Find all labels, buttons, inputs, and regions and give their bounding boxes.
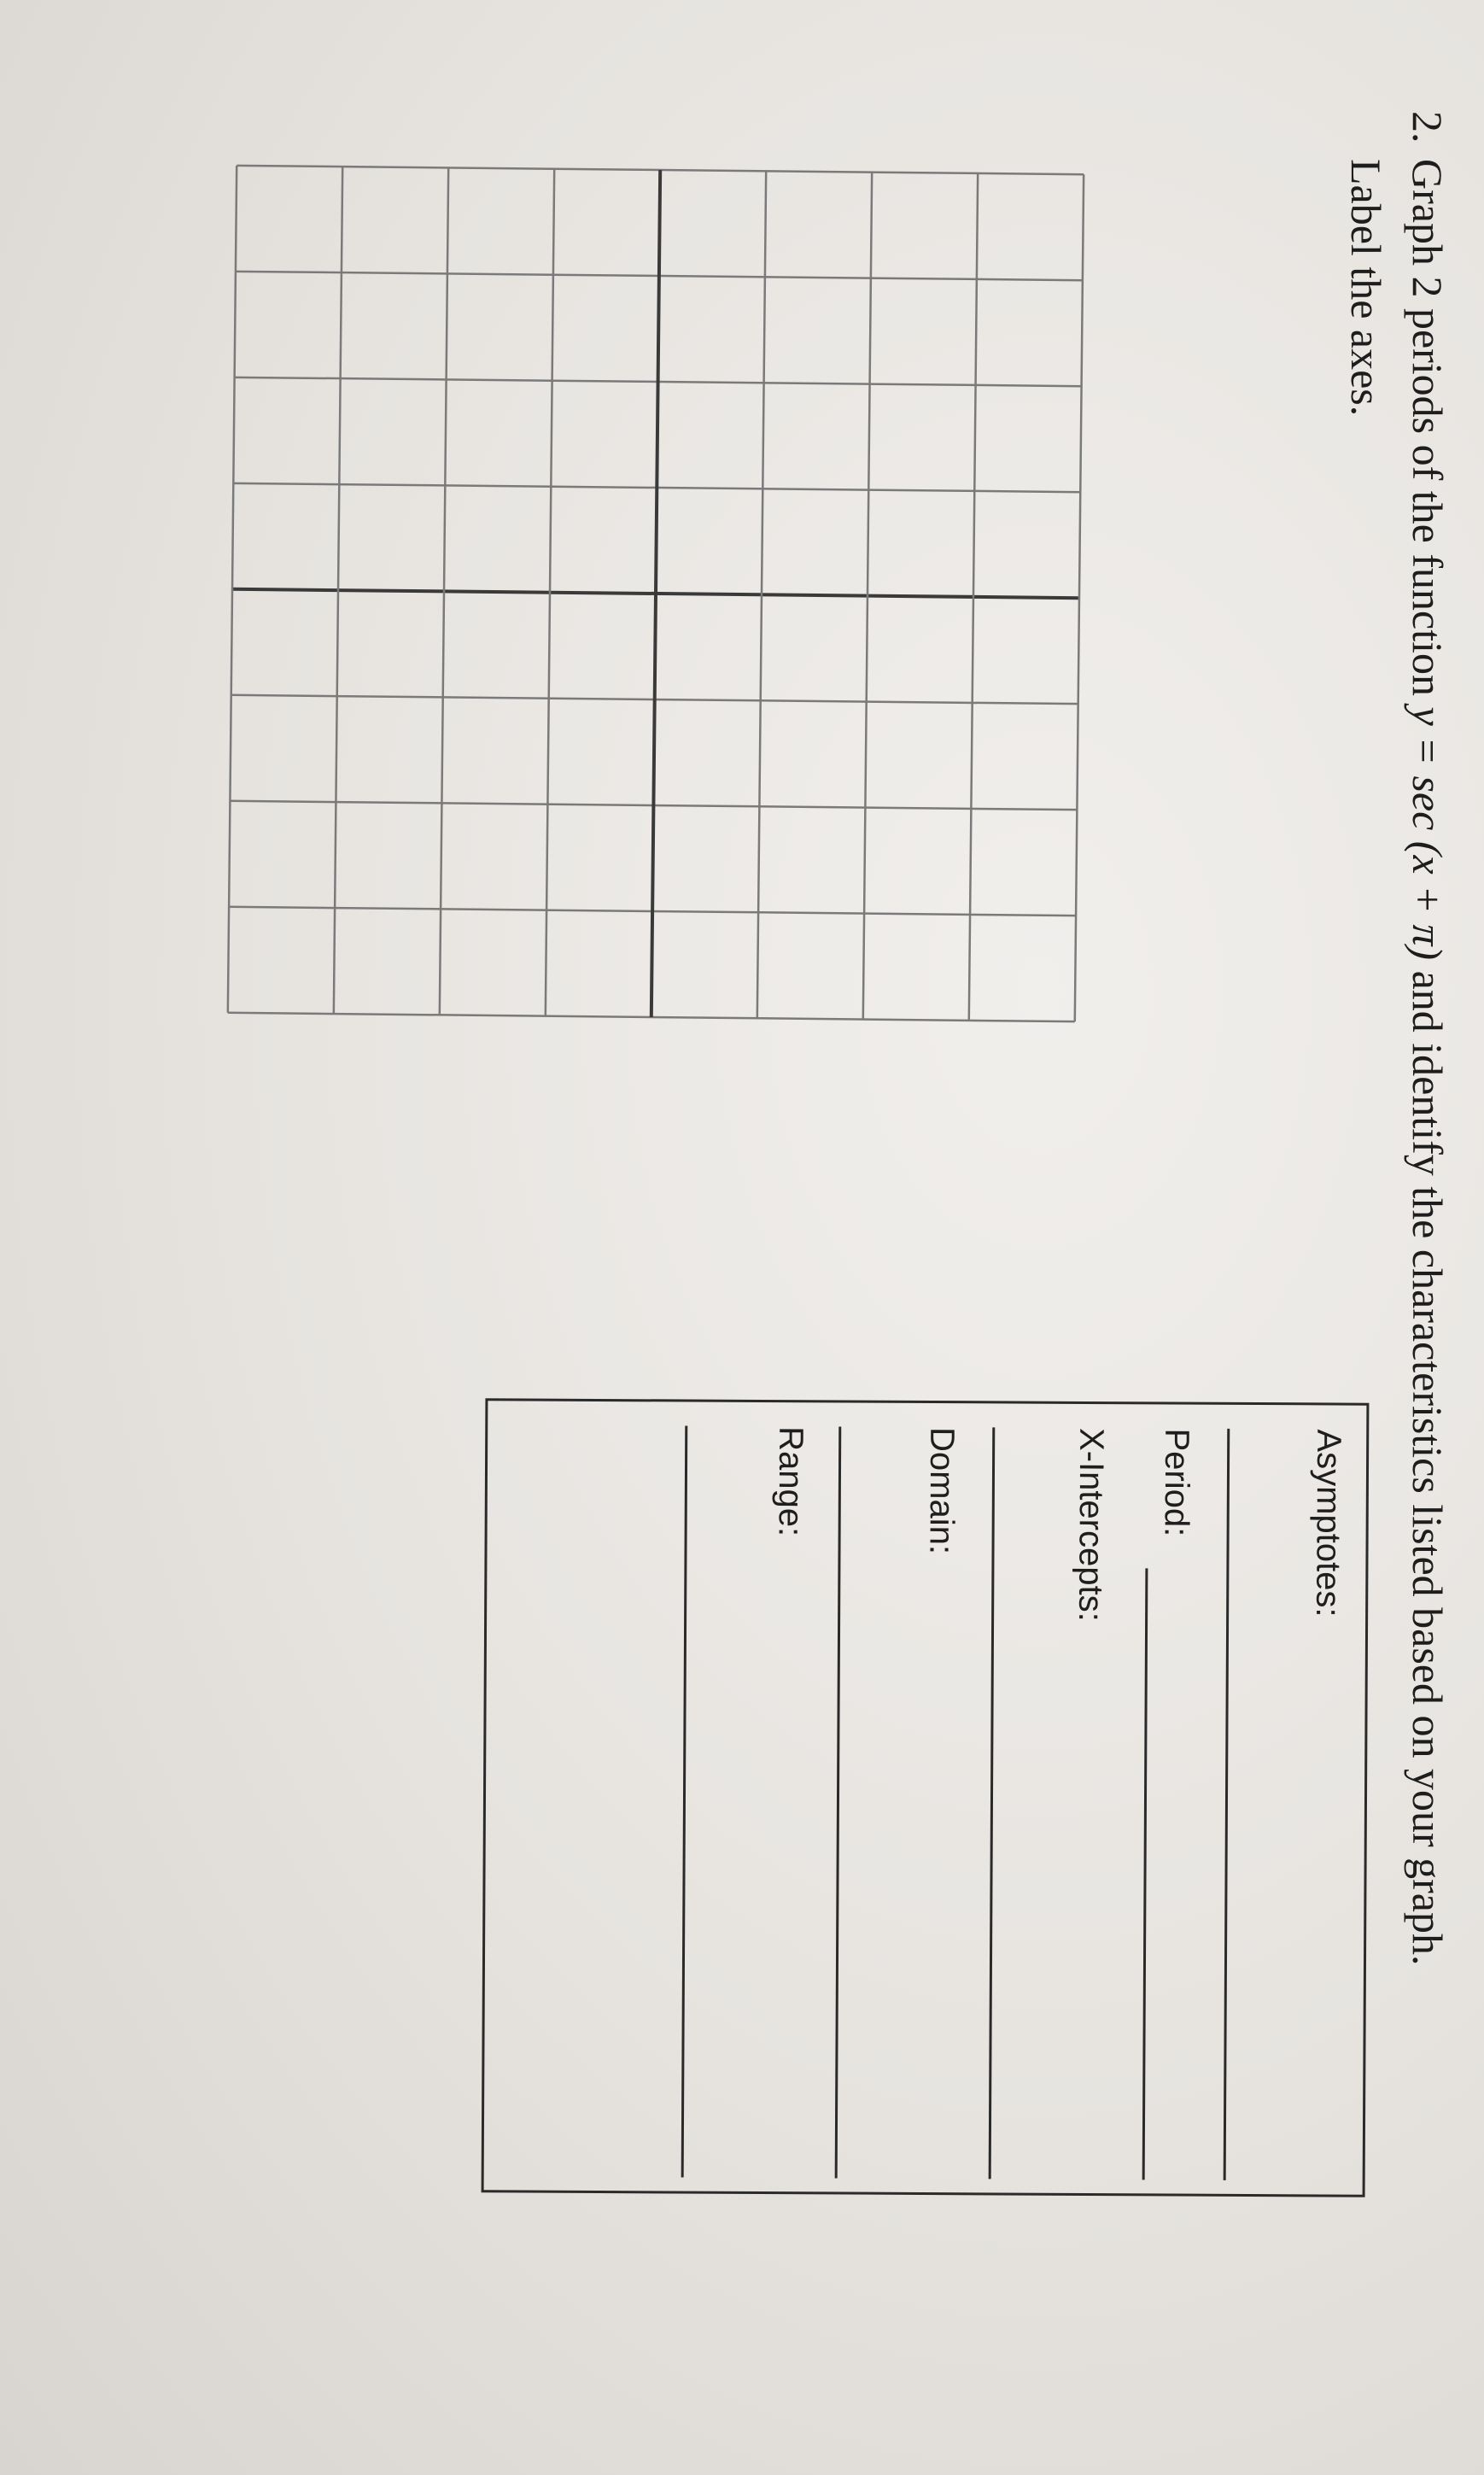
domain-answer-line[interactable] <box>835 1426 842 2178</box>
question-text-start: Graph 2 periods of the function <box>1404 159 1452 707</box>
question-text-end: and identify the characteristics listed based on your graph. <box>1404 960 1452 1966</box>
domain-label: Domain: <box>922 1426 961 1555</box>
asymptotes-label: Asymptotes: <box>1309 1429 1348 1618</box>
x-intercepts-label: X-Intercepts: <box>1072 1427 1111 1622</box>
characteristics-box <box>482 1398 1370 2197</box>
range-label: Range: <box>771 1426 810 1537</box>
question-number: 2. <box>1404 111 1452 143</box>
question-line-1 <box>1397 159 1458 1965</box>
grid-svg <box>225 162 1087 1025</box>
period-answer-line[interactable] <box>1142 1568 1148 2180</box>
period-label: Period: <box>1157 1428 1196 1537</box>
x-intercepts-answer-line[interactable] <box>989 1427 996 2179</box>
function-expression: y = sec (x + π) <box>1404 706 1452 961</box>
asymptotes-answer-line[interactable] <box>1224 1429 1230 2180</box>
graph-grid[interactable] <box>225 162 1087 1025</box>
range-answer-line[interactable] <box>681 1426 688 2178</box>
question-line-2: Label the axes. <box>1342 159 1390 417</box>
